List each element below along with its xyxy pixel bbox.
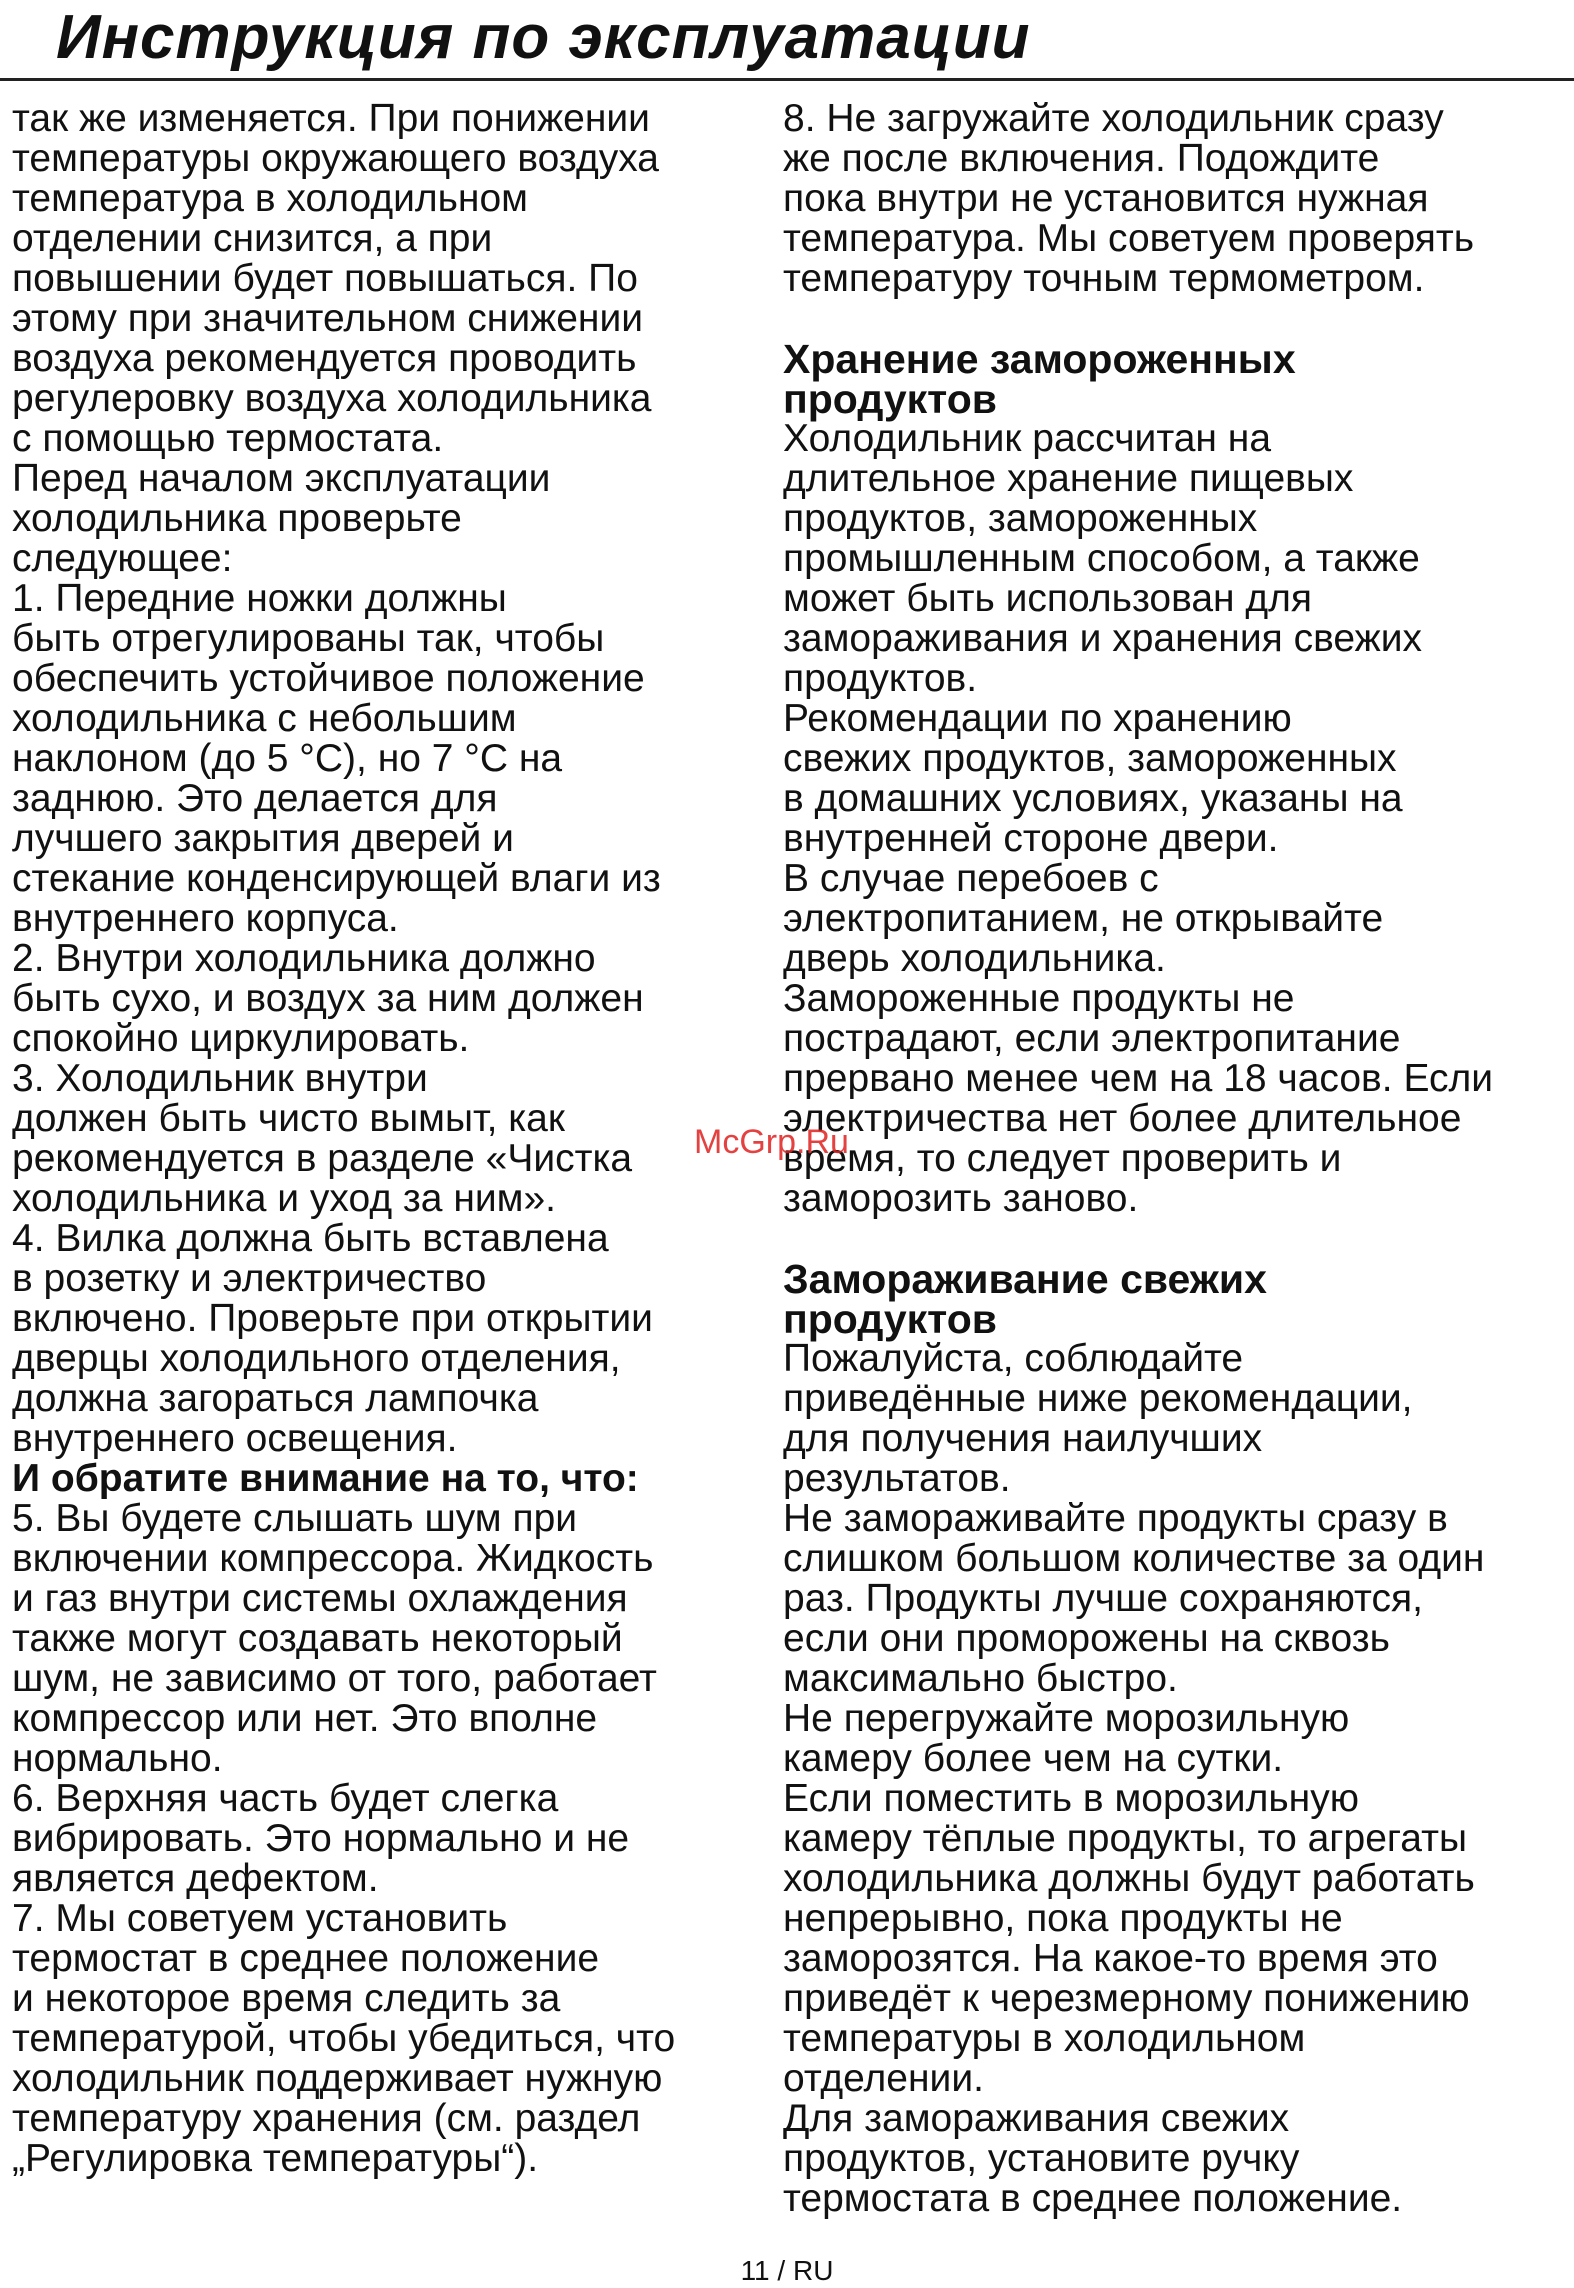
list-item-8: 8. Не загружайте холодильник сразу же после включения. Подождите пока внутри не установится нужная температура. Мы советуем проверять температуру точным термометром. — [783, 97, 1475, 300]
page-title: Инструкция по эксплуатации — [56, 3, 1031, 72]
list-item-3: 3. Холодильник внутри должен быть чисто вымыт, как рекомендуется в разделе «Чистка холодильника и уход за ним». — [12, 1057, 633, 1220]
section-heading-freezing: Замораживание свежих продуктов — [783, 1256, 1267, 1342]
list-item-4: 4. Вилка должна быть вставлена в розетку и электричество включено. Проверьте при открытии дверцы холодильного отделения, должна загораться лампочка внутреннего освещения. — [12, 1217, 653, 1460]
freezing-paragraph-5: Для замораживания свежих продуктов, установите ручку термостата в среднее положение. — [783, 2097, 1403, 2220]
page-number: 11 / RU — [740, 2255, 834, 2286]
list-item-6: 6. Верхняя часть будет слегка вибрировать. Это нормально и не является дефектом. — [12, 1777, 630, 1900]
list-item-1: 1. Передние ножки должны быть отрегулированы так, чтобы обеспечить устойчивое положение холодильника с небольшим наклоном (до 5 °С), но 7 °С на заднюю. Это делается для лучшего закрытия дверей и стекание конденсирующей влаги из внутреннего корпуса. — [12, 577, 661, 940]
checklist-intro: Перед началом эксплуатации холодильника проверьте следующее: — [12, 457, 551, 580]
section-spacer — [783, 1219, 1568, 1259]
storage-paragraph-1: Холодильник рассчитан на длительное хранение пищевых продуктов, замороженных промышленным способом, а также может быть использован для замораживания и хранения свежих продуктов. — [783, 417, 1422, 700]
attention-heading: И обратите внимание на то, что: — [12, 1457, 639, 1500]
right-column — [783, 99, 1568, 2219]
watermark: McGrp.Ru — [694, 1123, 849, 1161]
storage-paragraph-4: Замороженные продукты не пострадают, если электропитание прервано менее чем на 18 часов. Если электричества нет более длительное время, то следует проверить и заморозить заново. — [783, 977, 1494, 1220]
list-item-7: 7. Мы советуем установить термостат в среднее положение и некоторое время следить за температурой, чтобы убедиться, что холодильник поддерживает нужную температуру хранения (см. раздел „Регулировка температуры“). — [12, 1897, 676, 2180]
list-item-2: 2. Внутри холодильника должно быть сухо, и воздух за ним должен спокойно циркулировать. — [12, 937, 644, 1060]
list-item-5: 5. Вы будете слышать шум при включении компрессора. Жидкость и газ внутри системы охлаждения также могут создавать некоторый шум, не зависимо от того, работает компрессор или нет. Это вполне нормально. — [12, 1497, 657, 1780]
freezing-paragraph-1: Пожалуйста, соблюдайте приведённые ниже рекомендации, для получения наилучших результатов. — [783, 1337, 1413, 1500]
section-spacer — [783, 299, 1568, 339]
storage-paragraph-3: В случае перебоев с электропитанием, не открывайте дверь холодильника. — [783, 857, 1384, 980]
intro-paragraph: так же изменяется. При понижении температуры окружающего воздуха температура в холодильном отделении снизится, а при повышении будет повышаться. По этому при значительном снижении воздуха рекомендуется проводить регулеровку воздуха холодильника с помощью термостата. — [12, 97, 659, 460]
freezing-paragraph-4: Если поместить в морозильную камеру тёплые продукты, то агрегаты холодильника должны будут работать непрерывно, пока продукты не заморозятся. На какое-то время это приведёт к черезмерному понижению температуры в холодильном отделении. — [783, 1777, 1475, 2100]
storage-paragraph-2: Рекомендации по хранению свежих продуктов, замороженных в домашних условиях, указаны на внутренней стороне двери. — [783, 697, 1403, 860]
page-header — [0, 0, 1574, 81]
freezing-paragraph-3: Не перегружайте морозильную камеру более чем на сутки. — [783, 1697, 1350, 1780]
left-column — [12, 99, 764, 2179]
freezing-paragraph-2: Не замораживайте продукты сразу в слишком большом количестве за один раз. Продукты лучше сохраняются, если они проморожены на сквозь максимально быстро. — [783, 1497, 1485, 1700]
section-heading-frozen-storage: Хранение замороженных продуктов — [783, 336, 1296, 422]
